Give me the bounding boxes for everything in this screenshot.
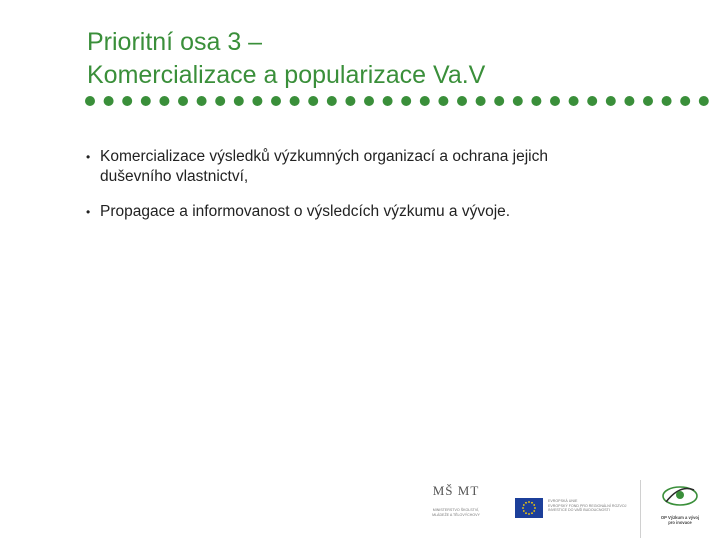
eu-line-3: INVESTICE DO VAŠÍ BUDOUCNOSTI [548,508,610,512]
divider-dot [420,96,430,106]
title-line-2: Komercializace a popularizace Va.V [87,61,486,89]
bullet-item-2 [86,202,646,222]
msmt-caption-2: MLÁDEŽE A TĚLOVÝCHOVY [432,512,480,517]
eu-star-icon [525,512,527,514]
divider-dot [606,96,616,106]
divider-dot [215,96,225,106]
msmt-caption-1: MINISTERSTVO ŠKOLSTVÍ, [432,508,480,512]
divider-dot [662,96,672,106]
divider-dot [141,96,151,106]
dotted-divider [84,94,720,108]
divider-dot [587,96,597,106]
divider-dot [178,96,188,106]
divider-dot [531,96,541,106]
eu-star-icon [522,507,524,509]
logo-divider [640,480,641,538]
eu-star-icon [531,502,533,504]
divider-dot [457,96,467,106]
footer-logos [0,470,720,540]
bullet-1-line-1: Komercializace výsledků výzkumných organizací a ochrana jejich [100,148,548,165]
title-line-1: Prioritní osa 3 – [87,28,263,56]
divider-dot [494,96,504,106]
op-line-2: pro inovace [668,520,692,525]
eu-logo [515,498,635,520]
eu-line-2: EVROPSKÝ FOND PRO REGIONÁLNÍ ROZVOJ [548,503,627,508]
divider-dot [308,96,318,106]
divider-dot [569,96,579,106]
bullet-2-line-1: Propagace a informovanost o výsledcích výzkumu a vývoje. [100,203,511,220]
eu-star-icon [528,501,530,503]
eu-text [548,499,626,513]
divider-dot [234,96,244,106]
divider-dot [383,96,393,106]
divider-dot [327,96,337,106]
divider-dot [643,96,653,106]
eu-line-1: EVROPSKÁ UNIE [548,499,578,503]
divider-dot [271,96,281,106]
op-vav-icon [660,482,700,510]
divider-dot [624,96,634,106]
divider-dot [85,96,95,106]
slide-title [87,26,485,92]
divider-dot [699,96,709,106]
divider-dot [550,96,560,106]
bullet-text-1 [100,147,548,187]
msmt-mark: MŠ MT [432,483,480,498]
divider-dot [401,96,411,106]
divider-dot [159,96,169,106]
bullet-item-1 [86,147,646,187]
eu-star-icon [533,504,535,506]
divider-dot [513,96,523,106]
divider-dot [122,96,132,106]
bullet-marker: • [86,150,91,164]
divider-dot [104,96,114,106]
divider-dot [438,96,448,106]
msmt-logo [420,484,492,524]
divider-dot [252,96,262,106]
eu-star-icon [523,504,525,506]
eu-star-icon [525,502,527,504]
op-vav-logo [652,482,708,534]
bullet-marker: • [86,205,91,219]
divider-dot [364,96,374,106]
op-line-1: OP Výzkum a vývoj [660,515,700,520]
eu-star-icon [528,513,530,515]
eu-star-icon [533,510,535,512]
divider-dot [476,96,486,106]
eu-star-icon [531,512,533,514]
divider-dot [197,96,207,106]
eu-flag-icon [515,498,543,518]
bullet-1-line-2: duševního vlastnictví, [100,168,249,185]
eu-star-icon [534,507,536,509]
eu-star-icon [523,510,525,512]
bullet-list [86,147,646,237]
divider-dot [290,96,300,106]
divider-dot [345,96,355,106]
divider-dot [680,96,690,106]
